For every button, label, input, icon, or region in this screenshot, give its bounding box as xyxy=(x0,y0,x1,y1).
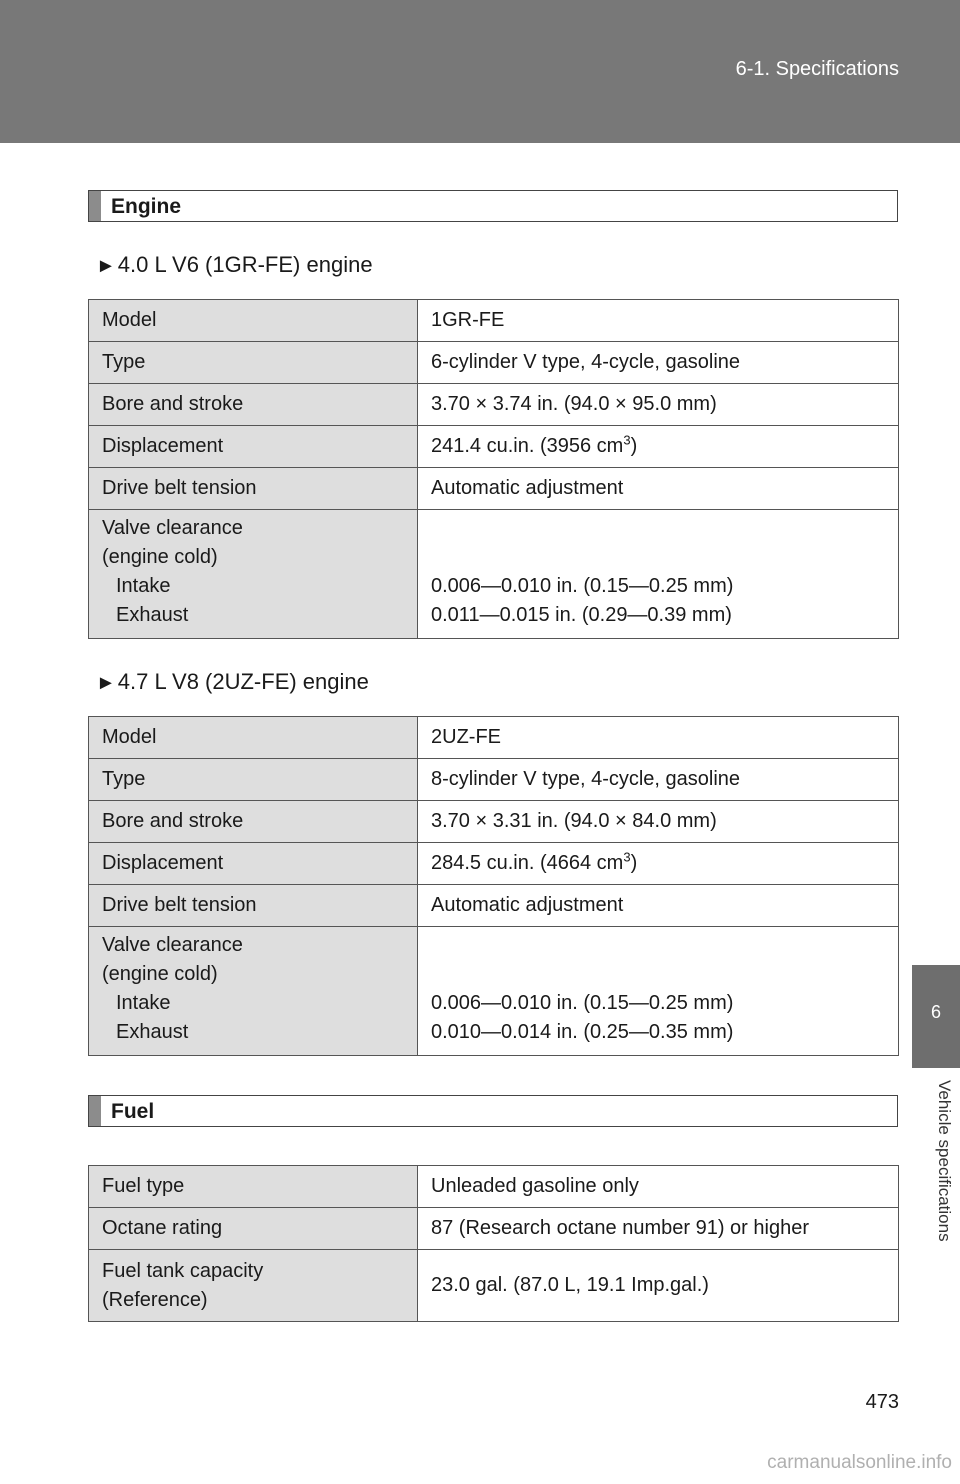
v8-engine-heading: ►4.7 L V8 (2UZ-FE) engine xyxy=(96,669,369,694)
table-row xyxy=(89,717,899,759)
valve-clearance-label: Valve clearance (engine cold) Intake Exhaust xyxy=(89,510,418,639)
table-row xyxy=(89,885,899,927)
chapter-number: 6 xyxy=(930,1002,941,1022)
row-label: Bore and stroke xyxy=(89,384,418,426)
section-bar-accent xyxy=(89,1096,101,1126)
table-row xyxy=(89,1250,899,1322)
row-value: Automatic adjustment xyxy=(418,468,899,510)
table-row xyxy=(89,759,899,801)
row-label: Displacement xyxy=(89,843,418,885)
fuel-section-bar xyxy=(88,1095,898,1127)
valve-clearance-label: Valve clearance (engine cold) Intake Exhaust xyxy=(89,927,418,1056)
row-label: Octane rating xyxy=(89,1208,418,1250)
row-label: Displacement xyxy=(89,426,418,468)
fuel-spec-table xyxy=(88,1165,899,1322)
valve-clearance-value: 0.006—0.010 in. (0.15—0.25 mm) 0.011—0.015 in. (0.29—0.39 mm) xyxy=(418,510,899,639)
row-label: Drive belt tension xyxy=(89,468,418,510)
row-value: 284.5 cu.in. (4664 $cm^3$) xyxy=(418,843,899,885)
table-row xyxy=(89,384,899,426)
table-row xyxy=(89,426,899,468)
row-label: Type xyxy=(89,759,418,801)
row-value: 1GR-FE xyxy=(418,300,899,342)
fuel-section-title: Fuel xyxy=(111,1100,155,1123)
watermark: carmanualsonline.info xyxy=(767,1452,952,1473)
engine-section-bar xyxy=(88,190,898,222)
chapter-label: Vehicle specifications xyxy=(935,1080,954,1242)
row-label: Model xyxy=(89,717,418,759)
row-value: 3.70 × 3.31 in. (94.0 × 84.0 mm) xyxy=(418,801,899,843)
v6-engine-heading: ►4.0 L V6 (1GR-FE) engine xyxy=(96,252,373,277)
row-value: 8-cylinder V type, 4-cycle, gasoline xyxy=(418,759,899,801)
table-row xyxy=(89,927,899,1056)
row-value: Unleaded gasoline only xyxy=(418,1166,899,1208)
table-row xyxy=(89,1166,899,1208)
row-label: Bore and stroke xyxy=(89,801,418,843)
triangle-bullet-icon: ► xyxy=(96,255,116,277)
fuel-tank-label: Fuel tank capacity (Reference) xyxy=(89,1250,418,1322)
row-label: Drive belt tension xyxy=(89,885,418,927)
row-value: Automatic adjustment xyxy=(418,885,899,927)
row-label: Model xyxy=(89,300,418,342)
row-value: 3.70 × 3.74 in. (94.0 × 95.0 mm) xyxy=(418,384,899,426)
page-number: 473 xyxy=(865,1391,899,1413)
triangle-bullet-icon: ► xyxy=(96,672,116,694)
row-value: 241.4 cu.in. (3956 $cm^3$) xyxy=(418,426,899,468)
table-row xyxy=(89,1208,899,1250)
table-row xyxy=(89,843,899,885)
valve-clearance-value: 0.006—0.010 in. (0.15—0.25 mm) 0.010—0.014 in. (0.25—0.35 mm) xyxy=(418,927,899,1056)
table-row xyxy=(89,468,899,510)
row-value: 6-cylinder V type, 4-cycle, gasoline xyxy=(418,342,899,384)
engine-section-title: Engine xyxy=(111,195,182,218)
fuel-tank-value: 23.0 gal. (87.0 L, 19.1 Imp.gal.) xyxy=(418,1250,899,1322)
row-label: Type xyxy=(89,342,418,384)
table-row xyxy=(89,801,899,843)
table-row xyxy=(89,300,899,342)
row-value: 87 (Research octane number 91) or higher xyxy=(418,1208,899,1250)
v8-spec-table xyxy=(88,716,899,1056)
table-row xyxy=(89,510,899,639)
v6-spec-table xyxy=(88,299,899,639)
row-value: 2UZ-FE xyxy=(418,717,899,759)
header-section-title: 6-1. Specifications xyxy=(735,58,899,80)
table-row xyxy=(89,342,899,384)
section-bar-accent xyxy=(89,191,101,221)
row-label: Fuel type xyxy=(89,1166,418,1208)
